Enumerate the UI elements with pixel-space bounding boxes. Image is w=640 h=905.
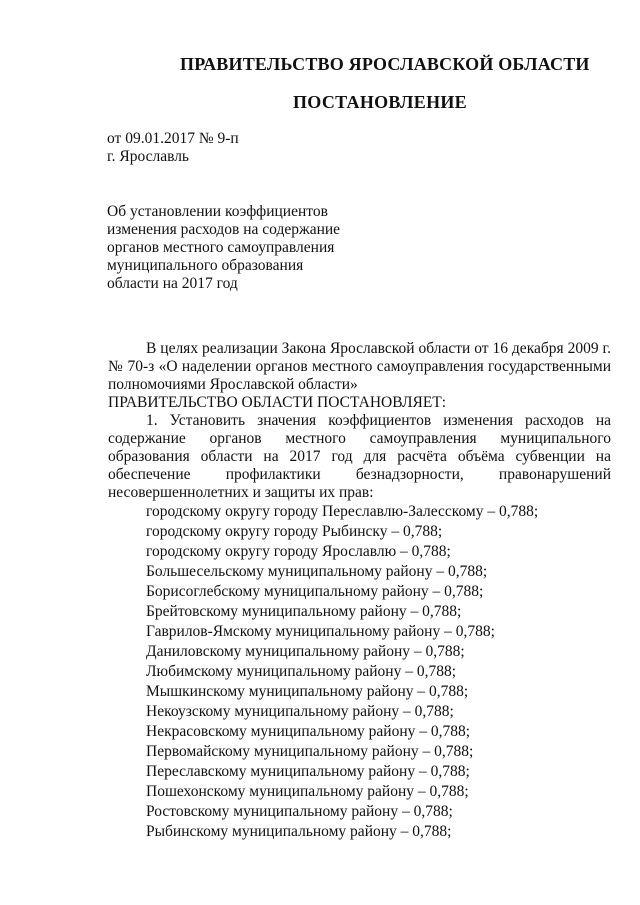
subject-line: изменения расходов на содержание xyxy=(107,221,341,238)
item-1-paragraph: 1. Установить значения коэффициентов изменения расходов на содержание органов местного самоуправления муниципального образования области на 2017 год для расчёта объёма субвенции на обеспечение профилактики безнадзорности, правонарушений несовершеннолетних и защиты их прав: xyxy=(108,412,611,501)
subject-line: области на 2017 год xyxy=(107,275,238,292)
list-item: городскому округу городу Переславлю-Залесскому – 0,788; xyxy=(146,503,539,520)
list-item: Пошехонскому муниципальному району – 0,788; xyxy=(146,783,469,800)
list-item: Большесельскому муниципальному району – 0,788; xyxy=(146,563,488,580)
list-item: Даниловскому муниципальному району – 0,788; xyxy=(146,643,465,660)
list-item: Первомайскому муниципальному району – 0,788; xyxy=(146,743,474,760)
subject-line: органов местного самоуправления xyxy=(107,239,335,256)
document-body xyxy=(108,340,611,842)
document-meta xyxy=(107,130,239,166)
list-item: Любимскому муниципальному району – 0,788; xyxy=(146,663,457,680)
document-subject xyxy=(107,203,340,293)
preamble-paragraph: В целях реализации Закона Ярославской области от 16 декабря 2009 г. № 70-з «О наделении органов местного самоуправления государственными полномочиями Ярославской области» xyxy=(108,340,611,393)
document-type-title: ПОСТАНОВЛЕНИЕ xyxy=(293,92,467,112)
recipients-list xyxy=(108,502,611,842)
subject-line: Об установлении коэффициентов xyxy=(107,203,328,220)
list-item: Гаврилов-Ямскому муниципальному району – 0,788; xyxy=(146,623,495,640)
list-item: городскому округу городу Ярославлю – 0,788; xyxy=(146,543,451,560)
city: г. Ярославль xyxy=(107,148,189,165)
date-number: от 09.01.2017 № 9-п xyxy=(107,130,239,147)
list-item: Переславскому муниципальному району – 0,788; xyxy=(146,763,470,780)
list-item: городскому округу городу Рыбинску – 0,788; xyxy=(146,523,443,540)
list-item: Рыбинскому муниципальному району – 0,788; xyxy=(146,823,452,840)
list-item: Борисоглебскому муниципальному району – 0,788; xyxy=(146,583,484,600)
resolves-heading: ПРАВИТЕЛЬСТВО ОБЛАСТИ ПОСТАНОВЛЯЕТ: xyxy=(108,394,447,411)
organization-title: ПРАВИТЕЛЬСТВО ЯРОСЛАВСКОЙ ОБЛАСТИ xyxy=(180,54,590,74)
list-item: Некрасовскому муниципальному району – 0,788; xyxy=(146,723,471,740)
list-item: Брейтовскому муниципальному району – 0,788; xyxy=(146,603,462,620)
list-item: Мышкинскому муниципальному району – 0,788; xyxy=(146,683,469,700)
subject-line: муниципального образования xyxy=(107,257,304,274)
list-item: Некоузскому муниципальному району – 0,788; xyxy=(146,703,454,720)
list-item: Ростовскому муниципальному району – 0,788; xyxy=(146,803,453,820)
